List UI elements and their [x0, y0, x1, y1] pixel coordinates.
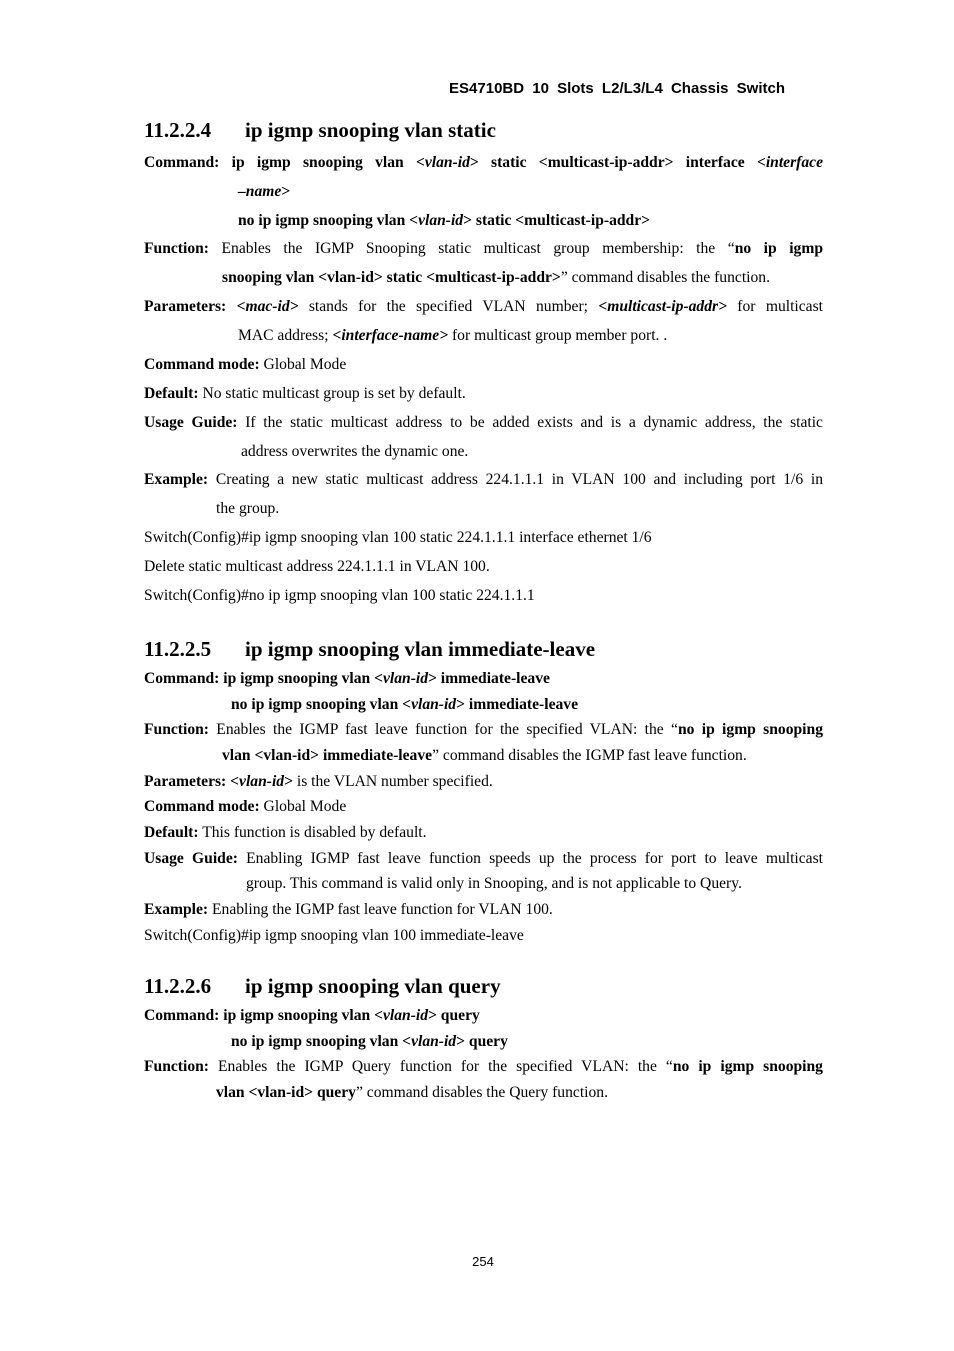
command-text: > query	[456, 1033, 508, 1050]
function-text: Enables the IGMP Snooping static multicast group membership: the “	[221, 240, 735, 257]
function-line-2	[216, 1084, 608, 1102]
section-title: ip igmp snooping vlan immediate-leave	[245, 637, 596, 661]
parameters-label: Parameters:	[144, 298, 227, 315]
command-param: vlan-id	[424, 154, 470, 171]
usage-label: Usage Guide:	[144, 414, 238, 431]
command-mode-label: Command mode:	[144, 798, 260, 815]
example-text: Creating a new static multicast address 224.1.1.1 in VLAN 100 and including port 1/6 in	[215, 471, 823, 488]
function-line-1	[144, 240, 823, 258]
param-text: for multicast group member port. .	[448, 327, 668, 344]
command-param: vlan-id	[382, 1007, 429, 1024]
usage-line-1	[144, 414, 823, 432]
usage-line-1	[144, 850, 823, 868]
command-mode-label: Command mode:	[144, 356, 260, 373]
param-name: <multicast-ip-addr>	[598, 298, 727, 315]
usage-text: If the static multicast address to be added exists and is a dynamic address, the static	[245, 414, 823, 431]
example-label: Example:	[144, 471, 209, 488]
command-text: > static <multicast-ip-addr> interface <	[469, 154, 766, 171]
usage-line-2: group. This command is valid only in Snooping, and is not applicable to Query.	[246, 875, 742, 892]
parameters-line-2	[238, 327, 667, 345]
command-label: Command:	[144, 1007, 220, 1024]
command-param: interface	[765, 154, 823, 171]
page-number: 254	[472, 1254, 494, 1269]
param-name: >	[284, 773, 293, 790]
command-line-1-cont	[238, 183, 290, 201]
default-text: This function is disabled by default.	[198, 824, 427, 841]
section-number: 11.2.2.6	[144, 974, 212, 998]
command-mode-text: Global Mode	[259, 356, 347, 373]
code-example: Switch(Config)#ip igmp snooping vlan 100 static 224.1.1.1 interface ethernet 1/6	[144, 529, 652, 546]
command-text: no ip igmp snooping vlan <	[231, 696, 412, 713]
command-text: no ip igmp snooping vlan <	[238, 212, 419, 229]
function-command: snooping vlan <vlan-id> static <multicast-ip-addr>	[222, 269, 561, 286]
command-line-2	[231, 696, 578, 714]
function-command: vlan <vlan-id> immediate-leave	[222, 747, 433, 764]
section-number: 11.2.2.4	[144, 118, 212, 142]
section-number: 11.2.2.5	[144, 637, 212, 661]
section-title: ip igmp snooping vlan static	[245, 118, 496, 142]
page-header: ES4710BD 10 Slots L2/L3/L4 Chassis Switch	[449, 80, 785, 97]
command-text: >	[281, 183, 291, 200]
command-line-1	[144, 154, 823, 172]
function-line-2	[222, 747, 747, 765]
function-text: ” command disables the Query function.	[355, 1084, 608, 1101]
command-line-1	[144, 1007, 480, 1025]
command-label: Command:	[144, 154, 220, 171]
command-text: ip igmp snooping vlan <	[231, 154, 425, 171]
function-command: no ip igmp snooping	[677, 721, 823, 738]
function-command: no ip igmp	[734, 240, 823, 257]
command-param: vlan-id	[382, 670, 429, 687]
parameters	[144, 773, 493, 791]
parameters-label: Parameters:	[144, 773, 227, 790]
function-line-1	[144, 721, 823, 739]
function-text: ” command disables the IGMP fast leave function.	[432, 747, 747, 764]
function-line-2	[222, 269, 770, 287]
usage-text: Enabling IGMP fast leave function speeds up the process for port to leave multicast	[246, 850, 823, 867]
param-text: for multicast	[726, 298, 823, 315]
code-example: Switch(Config)#ip igmp snooping vlan 100 immediate-leave	[144, 927, 524, 944]
command-label: Command:	[144, 670, 220, 687]
param-text: is the VLAN number specified.	[292, 773, 493, 790]
command-param: vlan-id	[411, 696, 457, 713]
command-line-2	[231, 1033, 508, 1051]
command-param: vlan-id	[418, 212, 464, 229]
command-text: no ip igmp snooping vlan <	[231, 1033, 412, 1050]
function-text: Enables the IGMP Query function for the specified VLAN: the “	[218, 1058, 673, 1075]
command-line-1	[144, 670, 550, 688]
function-label: Function:	[144, 240, 209, 257]
default	[144, 385, 466, 403]
command-text: > immediate-leave	[456, 696, 579, 713]
param-text: stands for the specified VLAN number;	[298, 298, 599, 315]
example-line-2: the group.	[216, 500, 280, 517]
default-label: Default:	[144, 824, 199, 841]
function-label: Function:	[144, 1058, 209, 1075]
command-param: –name	[238, 183, 282, 200]
example-label: Example:	[144, 901, 209, 918]
default	[144, 824, 427, 842]
command-text: > query	[428, 1007, 480, 1024]
section-heading-immediate-leave	[144, 637, 595, 662]
command-text: ip igmp snooping vlan <	[219, 1007, 383, 1024]
example-description: Delete static multicast address 224.1.1.1 in VLAN 100.	[144, 558, 490, 575]
usage-line-2: address overwrites the dynamic one.	[241, 443, 469, 460]
section-heading-static	[144, 118, 496, 143]
param-text: MAC address;	[238, 327, 333, 344]
function-command: no ip igmp snooping	[672, 1058, 823, 1075]
command-text: > immediate-leave	[428, 670, 550, 687]
command-mode-text: Global Mode	[259, 798, 347, 815]
command-mode	[144, 798, 346, 816]
param-name: vlan-id	[239, 773, 285, 790]
parameters-line-1	[144, 298, 823, 316]
function-text: ” command disables the function.	[560, 269, 770, 286]
usage-label: Usage Guide:	[144, 850, 238, 867]
command-text: ip igmp snooping vlan <	[219, 670, 383, 687]
example-line-1	[144, 471, 823, 489]
param-name: <interface-name>	[332, 327, 449, 344]
function-text: Enables the IGMP fast leave function for the specified VLAN: the “	[208, 721, 678, 738]
command-param: vlan-id	[411, 1033, 457, 1050]
section-title: ip igmp snooping vlan query	[245, 974, 501, 998]
default-text: No static multicast group is set by default.	[198, 385, 466, 402]
param-name: <	[226, 773, 240, 790]
function-line-1	[144, 1058, 823, 1076]
param-name: <mac-id>	[236, 298, 299, 315]
code-example: Switch(Config)#no ip igmp snooping vlan 100 static 224.1.1.1	[144, 587, 535, 604]
function-label: Function:	[144, 721, 209, 738]
command-text: > static <multicast-ip-addr>	[463, 212, 651, 229]
example	[144, 901, 553, 919]
example-text: Enabling the IGMP fast leave function for VLAN 100.	[208, 901, 553, 918]
command-line-2	[238, 212, 650, 230]
section-heading-query	[144, 974, 501, 999]
default-label: Default:	[144, 385, 199, 402]
command-mode	[144, 356, 346, 374]
function-command: vlan <vlan-id> query	[216, 1084, 356, 1101]
